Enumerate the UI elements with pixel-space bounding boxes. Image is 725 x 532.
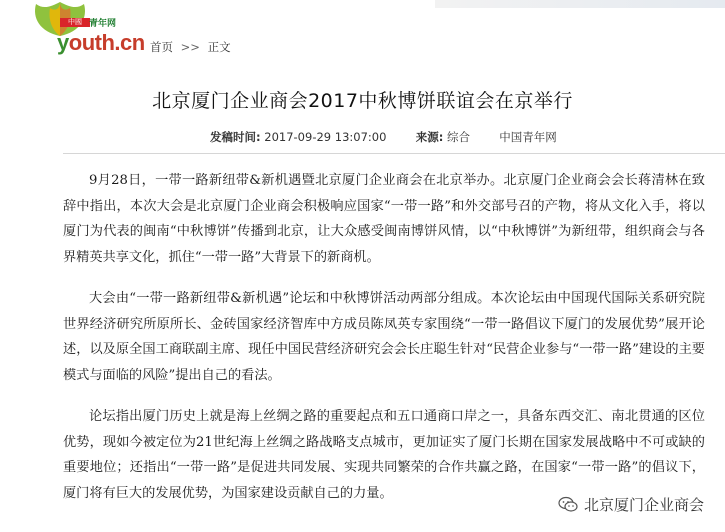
article-paragraph: 大会由“一带一路新纽带&新机遇”论坛和中秋博饼活动两部分组成。本次论坛由中国现代国际关系研究院世界经济研究所原所长、金砖国家经济智库中方成员陈凤英专家围绕“一带一路倡议下厦门的发展优势”展开论述，以及原全国工商联副主席、现任中国民营经济研究会会长庄聪生针对“民营企业参与“一带一路”建设的主要模式与面临的风险”提出自己的看法。 xyxy=(63,291,705,383)
logo-outh: outh xyxy=(68,30,115,55)
logo-y: y xyxy=(57,30,69,55)
breadcrumb-separator: >> xyxy=(180,40,200,54)
breadcrumb-home-link[interactable]: 首页 xyxy=(150,40,173,54)
article-paragraph: 9月28日，一带一路新纽带&新机遇暨北京厦门企业商会在北京举办。北京厦门企业商会会长蒋清林在致辞中指出，本次大会是北京厦门企业商会积极响应国家“一带一路”和外交部号召的产物，将从文化入手，将以厦门为代表的闽南“中秋博饼”传播到北京，让大众感受闽南博饼风情，以“中秋博饼”为新纽带，组织商会与各界精英共享文化，抓住“一带一路”大背景下的新商机。 xyxy=(63,173,705,265)
top-banner-strip xyxy=(435,0,725,8)
watermark-text: 北京厦门企业商会 xyxy=(583,496,704,514)
article-meta xyxy=(210,129,557,145)
divider xyxy=(63,153,725,154)
site-header xyxy=(0,0,725,64)
site-logo[interactable] xyxy=(57,30,145,56)
article-paragraph: 论坛指出厦门历史上就是海上丝绸之路的重要起点和五口通商口岸之一，具备东西交汇、南北贯通的区位优势，现如今被定位为21世纪海上丝绸之路战略支点城市，更加证实了厦门长期在国家发展战略中不可或缺的重要地位；还指出“一带一路”是促进共同发展、实现共同繁荣的合作共赢之路，在国家“一带一路”的倡议下，厦门将有巨大的发展优势，为国家建设贡献自己的力量。 xyxy=(63,409,705,501)
outlet-name: 中国青年网 xyxy=(499,130,557,144)
logo-text: 青年网 xyxy=(89,19,117,29)
article-body xyxy=(63,168,705,522)
publish-time-value: 2017-09-29 13:07:00 xyxy=(264,130,387,144)
publish-time-label: 发稿时间: xyxy=(210,130,261,144)
source-label: 来源: xyxy=(415,130,444,144)
breadcrumb xyxy=(150,39,231,55)
source-value: 综合 xyxy=(446,130,470,144)
wechat-watermark xyxy=(552,492,710,517)
logo-domain: .cn xyxy=(114,30,145,55)
article-title: 北京厦门企业商会2017中秋博饼联谊会在京举行 xyxy=(152,90,573,112)
breadcrumb-current: 正文 xyxy=(207,40,231,54)
logo-badge: 中國 xyxy=(60,18,90,27)
wechat-icon xyxy=(558,496,578,513)
